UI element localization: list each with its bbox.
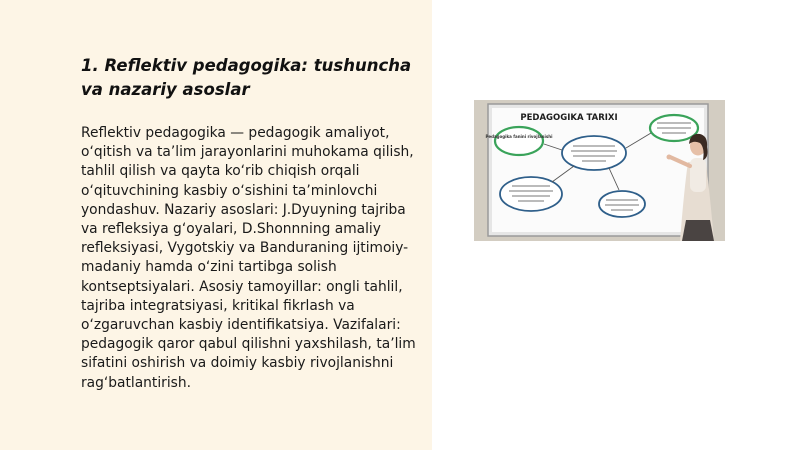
- diagram-bubble: [495, 127, 543, 155]
- whiteboard-photo: [474, 100, 725, 241]
- diagram-bubble: [500, 177, 562, 211]
- diagram-bubble: [562, 136, 626, 170]
- diagram-bubble: [599, 191, 645, 217]
- slide-title: 1. Reflektiv pedagogika: tushuncha va nazariy asoslar: [81, 56, 412, 99]
- slide-body-text: Reflektiv pedagogika — pedagogik amaliyot, o‘qitish va ta’lim jarayonlarini muhokama qilish, tahlil qilish va qayta ko‘rib chiqish orqali o‘qituvchining kasbiy o‘sishini ta’minlovchi yondashuv. Nazariy asoslari: J.Dyuyning tajriba va refleksiya g‘oyalari, D.Shonnning amaliy refleksiyasi, Vygotskiy va Banduraning ijtimoiy-madaniy hamda o‘zini tartibga solish kontseptsiyalari. Asosiy tamoyillar: ongli tahlil, tajriba integratsiyasi, kritikal fikrlash va o‘zgaruvchan kasbiy identifikatsiya. Vazifalari: pedagogik qaror qabul qilishni yaxshilash, ta’lim sifatini oshirish va doimiy kasbiy rivojlanishni rag‘batlantirish.: [81, 125, 416, 391]
- board-title: PEDAGOGIKA TARIXI: [520, 113, 618, 123]
- bubble-1-label: Pedagogika fanini rivojlanishi: [485, 134, 553, 139]
- whiteboard-illustration: [474, 100, 725, 241]
